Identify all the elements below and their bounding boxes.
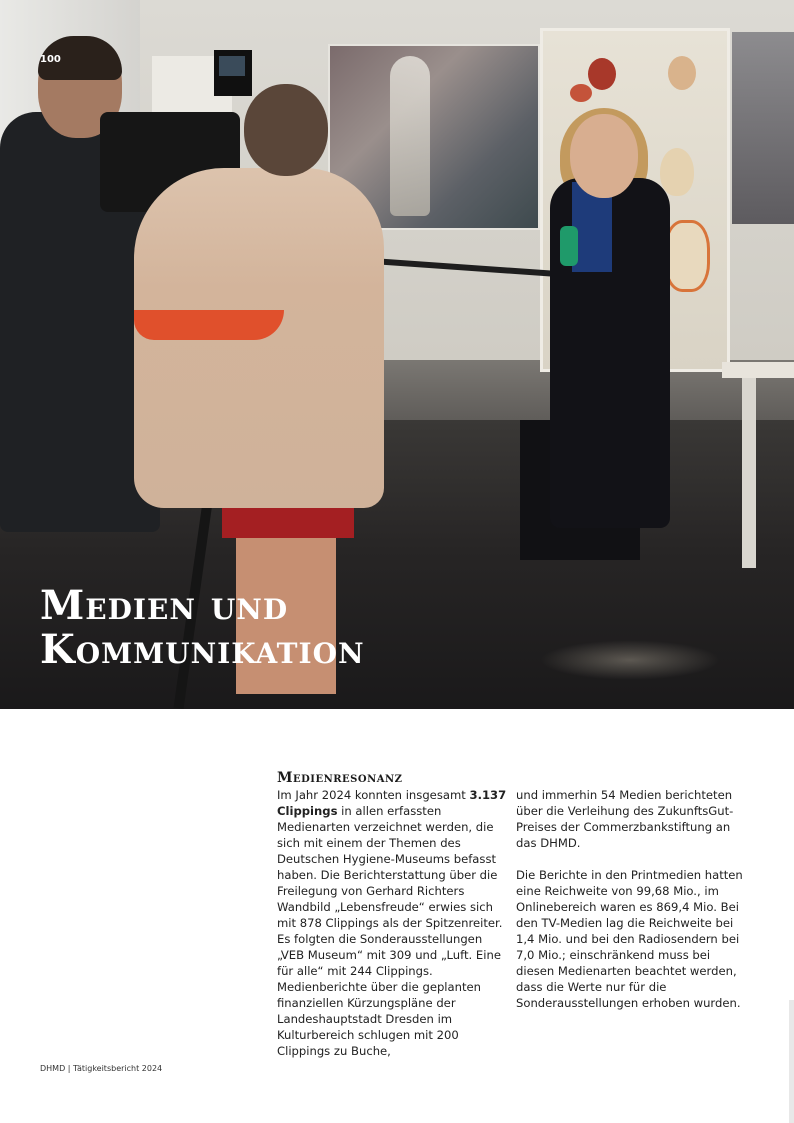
photo-organ — [660, 148, 694, 196]
page-footer: DHMD | Tätigkeitsbericht 2024 — [40, 1064, 163, 1073]
chapter-title-line-2: Kommunikation — [40, 626, 365, 673]
photo-right-poster — [732, 32, 794, 224]
highlight-clippings-total: 3.137 Clippings — [277, 788, 507, 818]
photo-microphone — [560, 226, 578, 266]
photo-organ — [588, 58, 616, 90]
page-number: 100 — [40, 54, 61, 65]
chapter-title — [40, 584, 365, 672]
photo-table-leg — [742, 378, 756, 568]
photo-camera-monitor — [214, 50, 252, 96]
chapter-title-line-1: Medien und — [40, 582, 289, 629]
section-heading: Medienresonanz — [277, 770, 403, 786]
photo-organ — [570, 84, 592, 102]
paragraph: Die Berichte in den Printmedien hatten eine Reichweite von 99,68 Mio., im Onlinebereich waren es 869,4 Mio. Bei den TV-Medien lag die Reichweite bei 1,4 Mio. und bei den Radiosendern bei 7,0 Mio.; einschränkend muss bei diesen Medienarten beachtet werden, dass die Werte nur für die Sonderausstellungen erhoben wurden. — [516, 868, 743, 1010]
page-edge-divider — [789, 1000, 794, 1123]
text-column-left — [277, 787, 509, 1059]
photo-floor-reflection — [540, 640, 720, 680]
photo-table — [722, 362, 794, 378]
text-column-right — [516, 787, 748, 1011]
paragraph: und immerhin 54 Medien berichteten über die Verleihung des ZukunftsGut-Preises der Commerzbankstiftung an das DHMD. — [516, 788, 734, 850]
photo-organ — [668, 56, 696, 90]
photo-organ — [664, 220, 710, 292]
paragraph — [277, 787, 509, 1059]
paragraph-text: in allen erfassten Medienarten verzeichnet werden, die sich mit einem der Themen des Deutschen Hygiene-Museums befasst haben. Die Berichterstattung über die Freilegung von Gerhard Richters Wandbild „Lebensfreude“ erwies sich mit 878 Clippings als der Spitzenreiter. Es folgten die Sonderausstellungen „VEB Museum“ mit 309 und „Luft. Eine für alle“ mit 244 Clippings. Medienberichte über die geplanten finanziellen Kürzungspläne der Landeshauptstadt Dresden im Kulturbereich schlugen mit 200 Clippings zu Buche, — [277, 804, 503, 1058]
photo-interviewer-shawl-edge — [134, 310, 284, 340]
photo-interviewer-head — [244, 84, 328, 176]
paragraph-text: Im Jahr 2024 konnten insgesamt — [277, 788, 470, 802]
photo-speaker-head — [570, 114, 638, 198]
